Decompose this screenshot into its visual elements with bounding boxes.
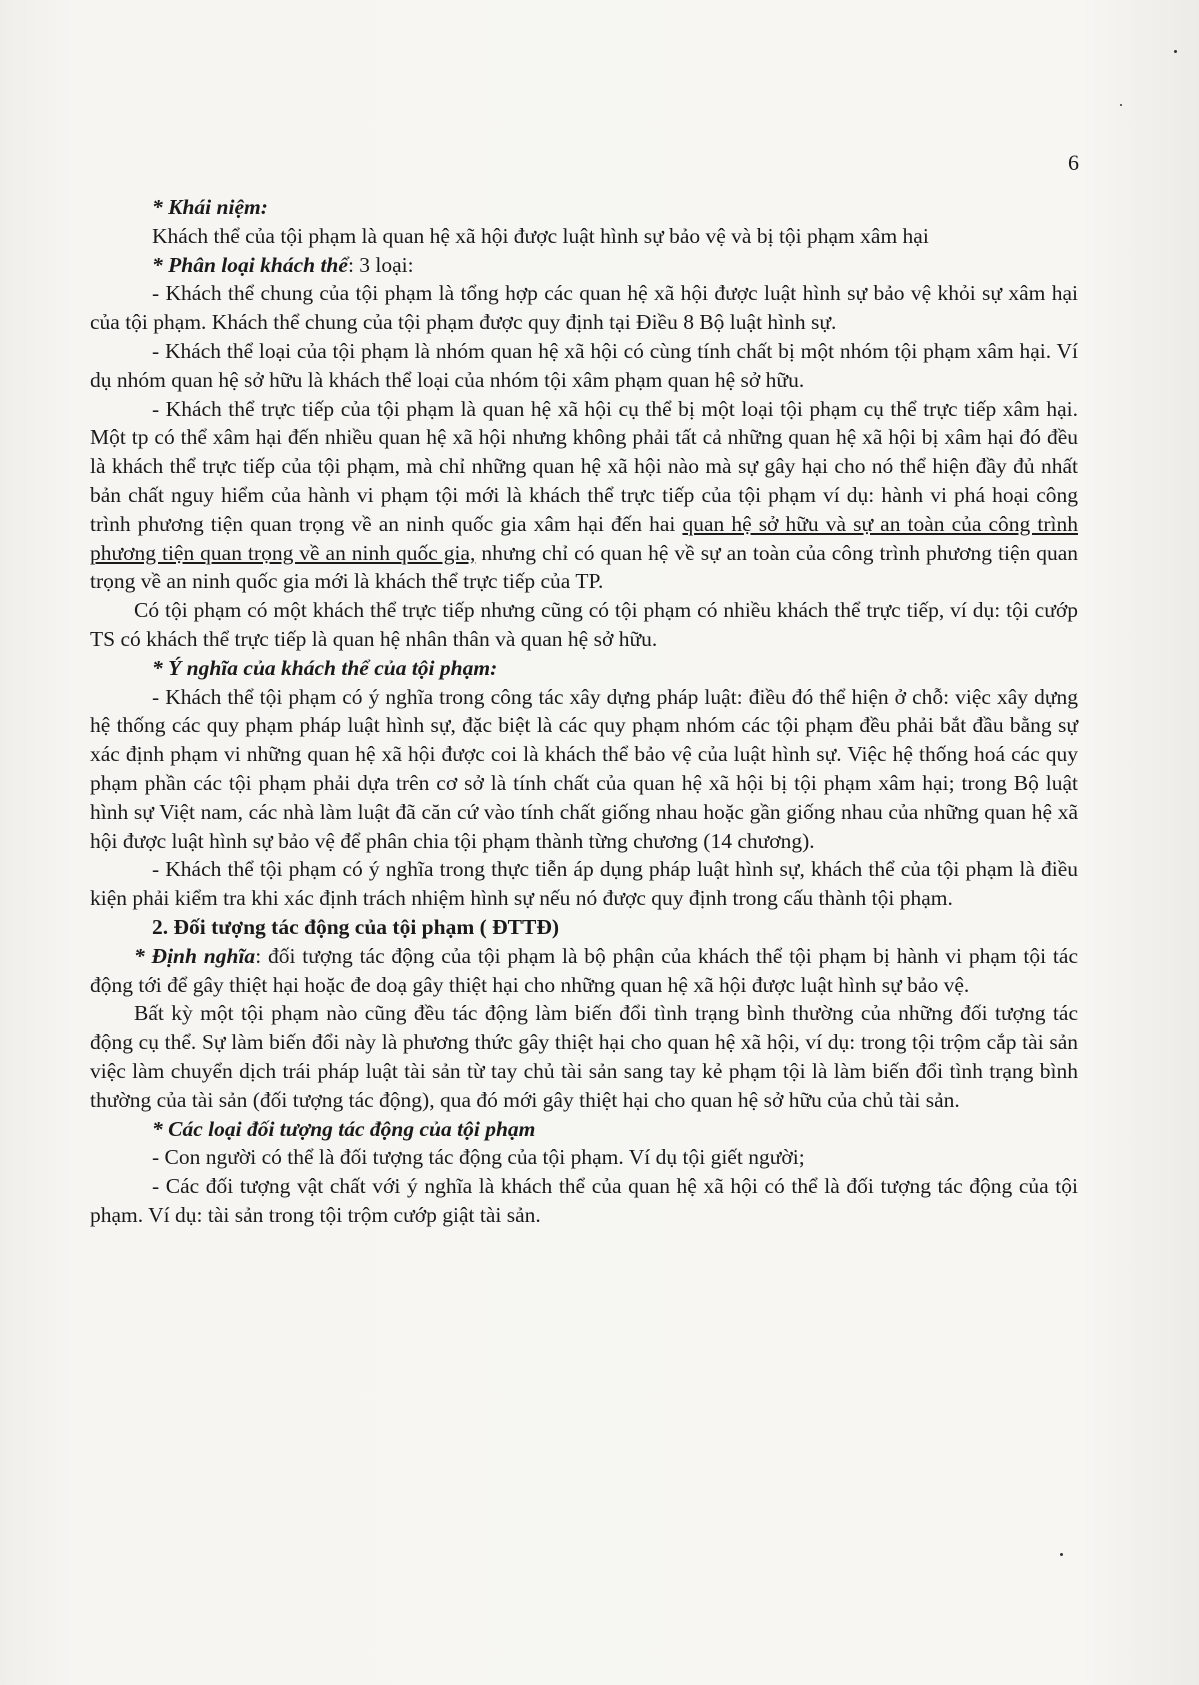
paragraph-y-nghia-xay-dung: - Khách thể tội phạm có ý nghĩa trong công tác xây dựng pháp luật: điều đó thể hiện ở chỗ: việc xây dựng hệ thống các quy phạm pháp luật hình sự, đặc biệt là các quy phạm nhóm các tội phạm đều phải bắt đầu bằng sự xác định phạm vi những quan hệ xã hội được coi là khách thể bảo vệ của luật hình sự. Việc hệ thống hoá các quy phạm phần các tội phạm phải dựa trên cơ sở là tính chất của quan hệ xã hội bị tội phạm xâm hại; trong Bộ luật hình sự Việt nam, các nhà làm luật đã căn cứ vào tính chất giống nhau hoặc gần giống nhau của những quan hệ xã hội được luật hình sự bảo vệ để phân chia tội phạm thành từng chương (14 chương). [90,684,1078,853]
dinh-nghia-text: : đối tượng tác động của tội phạm là bộ phận của khách thể tội phạm bị hành vi phạm tội tác động tới để gây thiệt hại hoặc đe doạ gây thiệt hại cho những quan hệ xã hội được luật hình sự bảo vệ. [90,943,1078,997]
heading-y-nghia: * Ý nghĩa của khách thể của tội phạm: [152,655,498,680]
heading-phan-loai-label: * Phân loại khách thể [152,252,348,277]
heading-khai-niem: * Khái niệm: [152,195,268,219]
paragraph-khach-the-chung: - Khách thể chung của tội phạm là tổng hợp các quan hệ xã hội được luật hình sự bảo vệ khỏi sự xâm hại của tội phạm. Khách thể chung của tội phạm được quy định tại Điều 8 Bộ luật hình sự. [90,281,1078,335]
scan-speck [1060,1553,1063,1556]
scan-speck [1120,104,1122,106]
truc-tiep-text-1: - Khách thể trực tiếp của tội phạm là quan hệ xã hội cụ thể bị một loại tội phạm cụ thể trực tiếp xâm hại. Một tp có thể xâm hại đến nhiều quan hệ xã hội nhưng không phải tất cả những quan hệ xã hội bị xâm hại đó đều là khách thể trực tiếp của tội phạm, mà chỉ những quan hệ xã hội nào mà sự gây hại cho nó thể hiện đầy đủ nhất bản chất nguy hiểm của hành vi phạm tội mới là khách thể trực tiếp của tội phạm ví dụ: hành vi phá hoại công trình phương tiện quan trọng về an ninh quốc gia xâm hại đến hai [90,396,1078,536]
heading-phan-loai [90,251,1078,280]
paragraph-con-nguoi: - Con người có thể là đối tượng tác động của tội phạm. Ví dụ tội giết người; [152,1145,805,1170]
paragraph-y-nghia-ap-dung: - Khách thể tội phạm có ý nghĩa trong thực tiễn áp dụng pháp luật hình sự, khách thể của tội phạm là điều kiện phải kiểm tra khi xác định trách nhiệm hình sự nếu nó được quy định trong cấu thành tội phạm. [90,857,1078,911]
dinh-nghia-label: * Định nghĩa [134,943,256,968]
scan-speck [1174,50,1177,53]
truc-tiep-underlined: quan hệ sở hữu và sự an toàn của công trình phương tiện quan trọng về an ninh quốc gia, [90,511,1078,565]
paragraph-vat-chat: - Các đối tượng vật chất với ý nghĩa là khách thể của quan hệ xã hội có thể là đối tượng tác động của tội phạm. Ví dụ: tài sản trong tội trộm cướp giật tài sản. [90,1174,1078,1227]
heading-doi-tuong: 2. Đối tượng tác động của tội phạm ( ĐTTĐ) [152,914,560,939]
heading-cac-loai-doi-tuong: * Các loại đối tượng tác động của tội phạm [152,1116,536,1141]
truc-tiep-text-2: nhưng chỉ có quan hệ về sự an toàn của công trình phương tiện quan trọng về an ninh quốc gia mới là khách thể trực tiếp của TP. [90,540,1078,594]
document-body [90,193,1078,1230]
paragraph-khach-the-loai: - Khách thể loại của tội phạm là nhóm quan hệ xã hội có cùng tính chất bị một nhóm tội phạm xâm hại. Ví dụ nhóm quan hệ sở hữu là khách thể loại của nhóm tội xâm phạm quan hệ sở hữu. [90,338,1078,392]
heading-phan-loai-rest: : 3 loại: [347,252,414,277]
paragraph-dinh-nghia [90,942,1078,1000]
paragraph-bat-ky: Bất kỳ một tội phạm nào cũng đều tác động làm biến đổi tình trạng bình thường của những đối tượng tác động cụ thể. Sự làm biến đổi này là phương thức gây thiệt hại cho quan hệ xã hội, ví dụ: trong tội trộm cắp tài sản việc làm chuyển dịch trái pháp luật tài sản từ tay chủ tài sản sang tay kẻ phạm tội là làm biến đổi tình trạng bình thường của tài sản (đối tượng tác động), qua đó mới gây thiệt hại cho quan hệ sở hữu của chủ tài sản. [90,1001,1078,1112]
paragraph-khach-the-truc-tiep [90,395,1078,597]
paragraph-nhieu-khach-the: Có tội phạm có một khách thể trực tiếp nhưng cũng có tội phạm có nhiều khách thể trực tiếp, ví dụ: tội cướp TS có khách thể trực tiếp là quan hệ nhân thân và quan hệ sở hữu. [90,598,1078,651]
paragraph-khai-niem: Khách thể của tội phạm là quan hệ xã hội được luật hình sự bảo vệ và bị tội phạm xâm hại [152,223,929,248]
page-number: 6 [1068,150,1079,175]
